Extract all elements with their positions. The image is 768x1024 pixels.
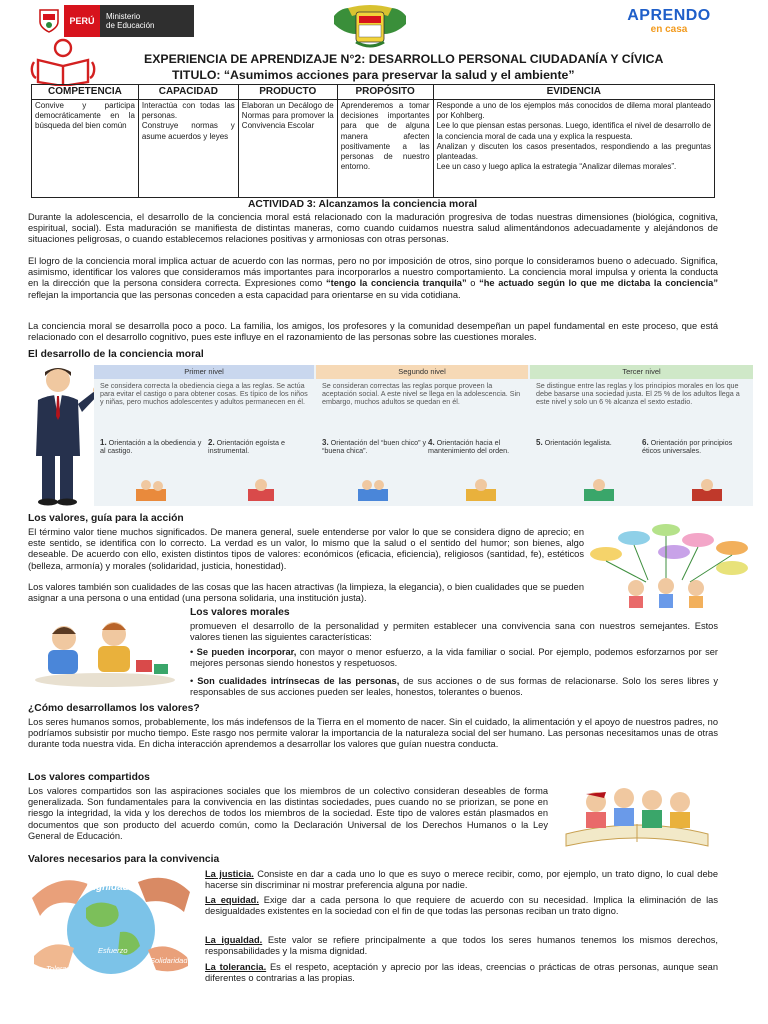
intro-paragraph-2: El logro de la conciencia moral implica actuar de acuerdo con las normas, pero no por imposición de otros, sino porque lo consideramos bueno o adecuado. Significa, asimismo, identificar los valores que consideramos más importantes para incorporarlos a nuestro comportamiento. La conciencia moral impulsa y orienta la conducta en la dirección que la persona considera correcta. Expresiones como “tengo la conciencia tranquila” o “he actuado según lo que me dictaba la conciencia” reflejan la importancia que las personas conceden a esta capacidad para orientarse en su vida cotidiana. xyxy=(28,256,718,300)
desarrollo-heading: El desarrollo de la conciencia moral xyxy=(28,349,204,360)
cell-evidencia: Responde a uno de los ejemplos más conocidos de dilema moral planteado por Kohlberg. Lee lo que piensan estas personas. Luego, identifica el nivel de desarrollo de la conciencia moral de cada una y explica la respuesta. Analizan y discuten los casos presentados, respondiendo a las preguntas planteadas. Lee un caso y luego aplica la estrategia “Analizar dilemas morales”. xyxy=(433,100,714,198)
children-thought-bubbles-illustration xyxy=(586,522,754,610)
morales-heading: Los valores morales xyxy=(190,607,290,618)
stage-3-illustration xyxy=(356,477,390,503)
level-3-description: Se distingue entre las reglas y los principios morales en los que debe basarse una sociedad justa. El 25 % de los adultos llega a este nivel y solo un 6 % alcanza el sexto estadio. xyxy=(536,381,740,407)
stage-4-illustration xyxy=(464,477,498,503)
cell-competencia: Convive y participa democráticamente en la búsqueda del bien común xyxy=(32,100,139,198)
header-competencia: COMPETENCIA xyxy=(32,85,139,100)
tolerancia-paragraph: La tolerancia. Es el respeto, aceptación y aprecio por las ideas, creencias o prácticas de otras personas, aunque sean diferentes o contrarias a las propias. xyxy=(205,962,719,984)
header-producto: PRODUCTO xyxy=(238,85,337,100)
hands-word-dignidad: Dignidad xyxy=(86,882,129,893)
intro-paragraph-3: La conciencia moral se desarrolla poco a poco. La familia, los amigos, los profesores y la comunidad desempeñan un papel fundamental en este proceso, que está relacionado con el desarrollo cognitivo, pues este influye en el razonamiento de las personas sobre las cuestiones morales. xyxy=(28,321,718,343)
stage-2: 2. Orientación egoísta e instrumental. xyxy=(208,438,285,455)
ministry-label: Ministerio de Educación xyxy=(100,5,194,37)
stage-6: 6. Orientación por principios éticos universales. xyxy=(642,438,733,455)
level-1-description: Se considera correcta la obediencia ciega a las reglas. Se actúa para evitar el castigo o para obtener cosas. Es típico de los niños y niñas, pero muchos adolescentes y adultos permanecen en él. xyxy=(100,381,308,407)
children-reading-book-illustration xyxy=(556,772,718,850)
hands-globe-illustration xyxy=(28,868,194,978)
moral-development-infographic xyxy=(28,364,753,506)
cell-capacidad: Interactúa con todas las personas. Construye normas y asume acuerdos y leyes xyxy=(138,100,238,198)
stage-5: 5. Orientación legalista. xyxy=(536,438,612,447)
compartidos-paragraph: Los valores compartidos son las aspiraciones sociales que los miembros de un colectivo consideran deseables de forma generalizada. Son fundamentales para la convivencia en las distintas sociedades, pues cuando no se priorizan, se pone en riesgo la integridad, la vida y los derechos de todos los miembros de la sociedad. Este tipo de valores están plasmados en documentos que son producto del acuerdo común, como la Declaración Universal de los Derechos Humanos o la Ley General de Educación. xyxy=(28,786,548,841)
necesarios-heading: Valores necesarios para la convivencia xyxy=(28,854,220,865)
valores-paragraph-2: Los valores también son cualidades de las cosas que las hacen atractivas (la limpieza, la elegancia), o bien cualidades que se pueden asignar a una persona o una entidad (una persona solidaria, una institución justa). xyxy=(28,582,584,604)
stage-4: 4. Orientación hacia el mantenimiento del orden. xyxy=(428,438,510,455)
morales-bullet-1: • Se pueden incorporar, con mayor o menor esfuerzo, a la vida familiar o social. Por ejemplo, podemos esforzarnos por ser mejores personas siendo honestos y respetuosos. xyxy=(190,647,718,669)
ministry-logo xyxy=(34,5,194,37)
hands-word-solidaridad: Solidaridad xyxy=(150,956,188,965)
valores-heading: Los valores, guía para la acción xyxy=(28,513,184,524)
stage-1: 1. Orientación a la obediencia y al castigo. xyxy=(100,438,202,455)
peru-label: PERÚ xyxy=(64,5,100,37)
peru-shield-icon xyxy=(34,5,64,37)
activity-title: ACTIVIDAD 3: Alcanzamos la conciencia moral xyxy=(248,199,478,210)
header-proposito: PROPÓSITO xyxy=(337,85,433,100)
aprendo-en-casa-logo: APRENDO en casa xyxy=(627,7,711,35)
level-1 xyxy=(94,365,314,506)
header-evidencia: EVIDENCIA xyxy=(433,85,714,100)
como-paragraph: Los seres humanos somos, probablemente, los más indefensos de la Tierra en el momento de nacer. Sin el cuidado, la alimentación y el apoyo de nuestros padres, no podríamos subsistir por mucho tiempo. Este rasgo nos permite valorar la importancia de la naturaleza social del ser humano. Las personas necesitamos unas de otras durante toda nuestra vida. En dicha interacción aprendemos a desarrollar los valores que guían nuestra conducta. xyxy=(28,717,718,750)
stage-3: 3. Orientación del “buen chico” y “buena chica”. xyxy=(322,438,427,455)
stage-6-illustration xyxy=(690,477,724,503)
cell-proposito: Aprenderemos a tomar decisiones importantes para que de alguna manera afecten positivamente a las personas de nuestro entorno. xyxy=(337,100,433,198)
como-heading: ¿Cómo desarrollamos los valores? xyxy=(28,703,200,714)
justicia-paragraph: La justicia. Consiste en dar a cada uno lo que es suyo o merece recibir, como, por ejemplo, un trato digno, lo cual debe hacerse sin discriminar ni mostrar preferencia alguna por nadie. xyxy=(205,869,718,891)
teacher-illustration xyxy=(28,364,100,506)
level-2-description: Se consideran correctas las reglas porque proveen la aceptación social. A este nivel se llega en la adolescencia. Sin embargo, muchos adultos se quedan en él. xyxy=(322,381,521,407)
level-2-title: Segundo nivel xyxy=(316,365,528,379)
levels-panel xyxy=(94,365,753,506)
stage-5-illustration xyxy=(582,477,616,503)
valores-paragraph-1: El término valor tiene muchos significados. De manera general, suele entenderse por valor lo que se considera digno de aprecio; en este sentido, se identifica con lo correcto. La verdad es un valor, lo mismo que la salud o el sentido del humor; son bienes, algo deseable. De acuerdo con ello, existen distintos tipos de valores: económicos (eficacia, eficiencia), religiosos (santidad, fe), estéticos (belleza, armonía) y morales (solidaridad, justicia, honestidad). xyxy=(28,527,584,571)
table-header-row xyxy=(32,85,715,100)
intro-paragraph-1: Durante la adolescencia, el desarrollo de la conciencia moral está relacionado con la maduración progresiva de todas nuestras dimensiones (biológica, cognitiva, espiritual, social). Esta maduración se manifiesta de distintas maneras, como cuando cuidamos nuestra salud alimentándonos adecuadamente y alejándonos de situaciones peligrosas, o cuando establecemos relaciones positivas y armoniosas con otras personas. xyxy=(28,212,718,245)
page-subtitle: TITULO: “Asumimos acciones para preservar la salud y el ambiente” xyxy=(172,68,575,82)
level-1-title: Primer nivel xyxy=(94,365,314,379)
header-capacidad: CAPACIDAD xyxy=(138,85,238,100)
hands-word-tolerancia: Tolerancia xyxy=(46,964,81,973)
competency-table xyxy=(31,84,715,198)
hands-word-esfuerzo: Esfuerzo xyxy=(98,946,128,955)
table-row xyxy=(32,100,715,198)
stage-1-illustration xyxy=(134,477,168,503)
reader-icon xyxy=(28,38,98,86)
school-crest-icon xyxy=(326,4,414,48)
equidad-paragraph: La equidad. Exige dar a cada persona lo que requiere de acuerdo con su necesidad. Implica la eliminación de las desigualdades existentes en la sociedad con el fin de que todas las personas reciban un trato digno. xyxy=(205,895,718,917)
morales-paragraph: promueven el desarrollo de la personalidad y permiten establecer una convivencia sana con nuestros semejantes. Estos valores tienen las siguientes características: xyxy=(190,621,718,643)
cell-producto: Elaboran un Decálogo de Normas para promover la Convivencia Escolar xyxy=(238,100,337,198)
morales-bullet-2: • Son cualidades intrínsecas de las personas, de sus acciones o de sus formas de relacionarse. Solo los seres libres y responsables de sus acciones pueden ser leales, honestos, tolerantes o buenos. xyxy=(190,676,718,698)
level-3-title: Tercer nivel xyxy=(530,365,753,379)
igualdad-paragraph: La igualdad. Este valor se refiere principalmente a que todos los seres humanos tenemos los mismos derechos, responsabilidades y la misma dignidad. xyxy=(205,935,718,957)
page-title: EXPERIENCIA DE APRENDIZAJE N°2: DESARROLLO PERSONAL CIUDADANÍA Y CÍVICA xyxy=(144,52,664,66)
hands-word-dialogo: Diálogo xyxy=(40,920,68,929)
children-playing-illustration xyxy=(30,608,180,688)
compartidos-heading: Los valores compartidos xyxy=(28,772,150,783)
stage-2-illustration xyxy=(244,477,278,503)
